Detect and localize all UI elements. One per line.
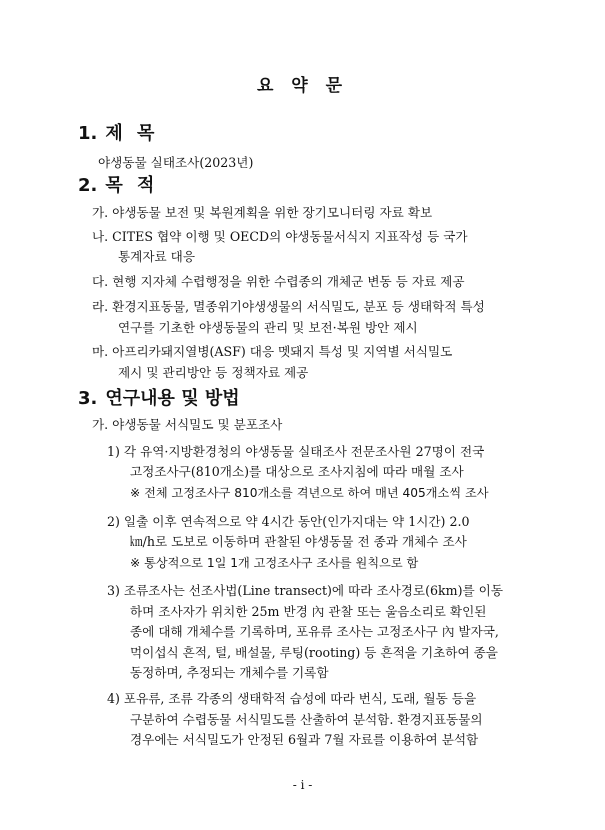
page-number: - i - [292, 778, 313, 792]
body-line: 1) 각 유역·지방환경청의 야생동물 실태조사 전문조사원 27명이 전국 [107, 444, 485, 459]
section-heading-3 [78, 384, 240, 410]
body-line: 하며 조사자가 위치한 25m 반경 內 관찰 또는 울음소리로 확인된 [130, 604, 487, 619]
body-line: 4) 포유류, 조류 각종의 생태학적 습성에 따라 번식, 도래, 월동 등을 [107, 691, 477, 706]
section-number: 3. [78, 388, 98, 409]
section-title: 연구내용 및 방법 [105, 388, 240, 409]
body-line: 마. 아프리카돼지열병(ASF) 대응 멧돼지 특성 및 지역별 서식밀도 [92, 344, 453, 359]
section-heading-2 [78, 171, 158, 197]
body-line: 구분하여 수렵동물 서식밀도를 산출하여 분석함. 환경지표동물의 [130, 712, 483, 727]
body-line: 연구를 기초한 야생동물의 관리 및 보전·복원 방안 제시 [118, 320, 418, 335]
section-number: 1. [78, 123, 98, 144]
body-line: 나. CITES 협약 이행 및 OECD의 야생동물서식지 지표작성 등 국가 [92, 229, 468, 244]
body-line: 라. 환경지표동물, 멸종위기야생생물의 서식밀도, 분포 등 생태학적 특성 [92, 299, 485, 314]
body-line: 제시 및 관리방안 등 정책자료 제공 [118, 365, 309, 380]
body-line: 가. 야생동물 보전 및 복원계획을 위한 장기모니터링 자료 확보 [92, 205, 433, 220]
body-line: 가. 야생동물 서식밀도 및 분포조사 [92, 417, 283, 432]
section-title: 목 적 [105, 175, 159, 196]
note-line: ※ 전체 고정조사구 810개소를 격년으로 하여 매년 405개소씩 조사 [130, 486, 489, 500]
body-line: ㎞/h로 도보로 이동하며 관찰된 야생동물 전 종과 개체수 조사 [130, 534, 467, 549]
body-line: 먹이섭식 흔적, 털, 배설물, 루팅(rooting) 등 흔적을 기초하여 종을 [130, 645, 498, 660]
section-number: 2. [78, 175, 98, 196]
body-line: 통계자료 대응 [118, 249, 195, 264]
body-line: 3) 조류조사는 선조사법(Line transect)에 따라 조사경로(6km)를 이동 [107, 583, 504, 598]
body-line: 고정조사구(810개소)를 대상으로 조사지침에 따라 매월 조사 [130, 464, 464, 479]
section-heading-1 [78, 119, 158, 145]
page-title: 요 약 문 [256, 76, 349, 96]
body-line: 종에 대해 개체수를 기록하며, 포유류 조사는 고정조사구 內 발자국, [130, 624, 499, 639]
body-line: 동정하며, 추정되는 개체수를 기록함 [130, 665, 329, 680]
section-title: 제 목 [105, 123, 159, 144]
note-line: ※ 통상적으로 1일 1개 고정조사구 조사를 원칙으로 함 [130, 556, 419, 570]
body-line: 야생동물 실태조사(2023년) [98, 155, 254, 170]
body-line: 경우에는 서식밀도가 안정된 6월과 7월 자료를 이용하여 분석함 [130, 732, 479, 747]
body-line: 다. 현행 지자체 수렵행정을 위한 수렵종의 개체군 변동 등 자료 제공 [92, 274, 465, 289]
body-line: 2) 일출 이후 연속적으로 약 4시간 동안(인가지대는 약 1시간) 2.0 [107, 514, 470, 529]
